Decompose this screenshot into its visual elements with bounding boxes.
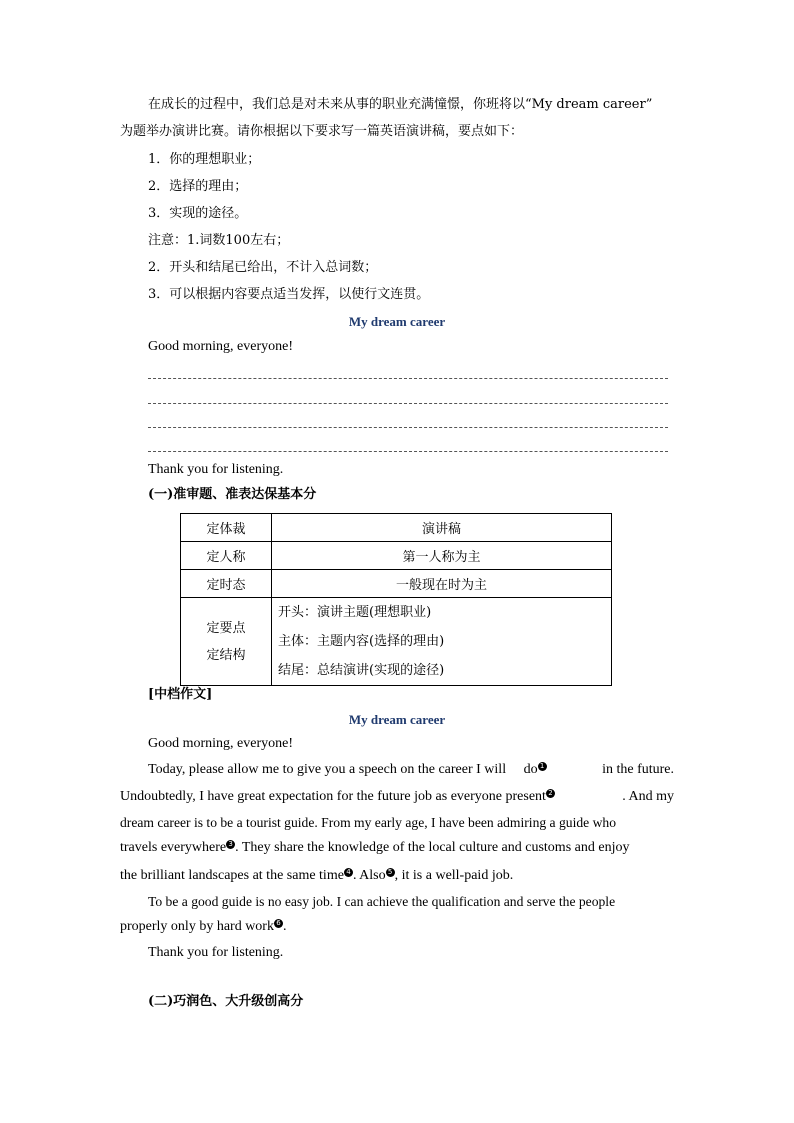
mark-4: 4 [344,868,353,877]
table-key: 定时态 [181,570,272,598]
essay-line [120,918,674,936]
structure-opening: 开头：演讲主题(理想职业) [278,605,432,620]
essay-text: properly only by hard work [120,919,274,934]
essay-text: . Also [352,868,386,883]
point-3: 3．实现的途径。 [148,206,248,221]
table-value: 第一人称为主 [272,542,612,570]
essay-text: Today, please allow me to give you a speech on the career I will [148,762,507,777]
point-2: 2．选择的理由； [148,179,248,194]
table-value: 演讲稿 [272,514,612,542]
essay-text: . [282,919,287,934]
essay-greeting: Good morning, everyone! [148,736,294,751]
prompt-closing: Thank you for listening. [148,462,284,477]
note-1: 注意：1.词数100左右； [148,233,290,248]
mark-5: 5 [386,868,395,877]
table-value [272,598,612,686]
table-value: 一般现在时为主 [272,570,612,598]
table-row [181,570,612,598]
table-key [181,598,272,686]
key-part: 定结构 [206,647,246,663]
essay-text: in the future. [602,762,674,777]
writing-line [148,427,668,428]
writing-line [148,403,668,404]
essay-line [148,761,674,779]
note-3: 3．可以根据内容要点适当发挥，以使行文连贯。 [148,287,430,302]
mark-3: 3 [226,840,235,849]
key-part: 定要点 [206,620,246,636]
prompt-greeting: Good morning, everyone! [148,339,294,354]
writing-line [148,378,668,379]
essay-text: travels everywhere [120,840,227,855]
table-row [181,514,612,542]
essay-line [120,867,674,885]
writing-line [148,451,668,452]
table-row [181,598,612,686]
essay-text: . And my [622,789,674,804]
analysis-table [180,513,612,686]
essay-line [120,839,674,857]
mark-6: 6 [274,919,283,928]
essay-text: the brilliant landscapes at the same time [120,868,344,883]
essay-text: , it is a well-paid job. [394,868,514,883]
structure-ending: 结尾：总结演讲(实现的途径) [278,663,445,678]
section1-heading: (一)准审题、准表达保基本分 [148,487,317,502]
intro-line-2: 为题举办演讲比赛。请你根据以下要求写一篇英语演讲稿，要点如下： [120,124,524,139]
intro-line-1: 在成长的过程中，我们总是对未来从事的职业充满憧憬，你班将以“My dream career” [148,97,653,112]
essay-line: dream career is to be a tourist guide. From my early age, I have been admiring a guide who [120,815,616,830]
point-1: 1．你的理想职业； [148,152,261,167]
section2-heading: (二)巧润色、大升级创高分 [148,994,304,1009]
table-key: 定体裁 [181,514,272,542]
essay-text: do [523,762,538,777]
table-row [181,542,612,570]
structure-body: 主体：主题内容(选择的理由) [278,634,445,649]
table-key: 定人称 [181,542,272,570]
essay-line [120,788,674,806]
essay-closing: Thank you for listening. [148,945,284,960]
essay-title: My dream career [348,712,446,727]
mark-1: 1 [538,762,547,771]
essay-line: To be a good guide is no easy job. I can achieve the qualification and serve the people [148,894,616,909]
essay-text: . They share the knowledge of the local culture and customs and enjoy [235,840,630,855]
note-2: 2．开头和结尾已给出，不计入总词数； [148,260,378,275]
essay-text: Undoubtedly, I have great expectation for the future job as everyone present [120,789,546,804]
mark-2: 2 [546,789,555,798]
essay-label: [中档作文] [148,687,213,702]
prompt-title: My dream career [348,314,446,329]
